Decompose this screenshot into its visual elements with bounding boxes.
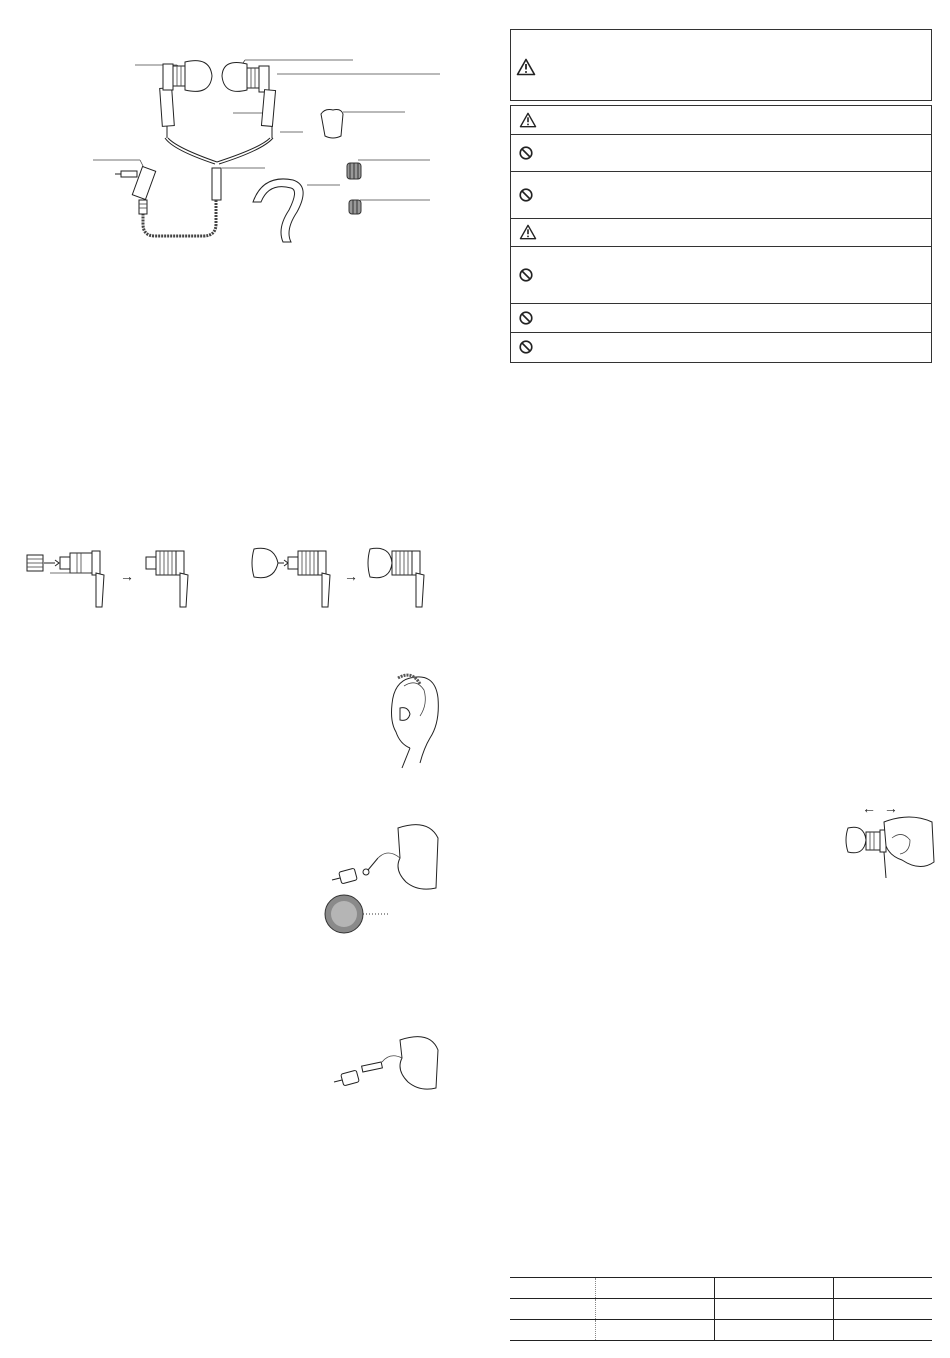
ear-hook <box>253 179 303 242</box>
earphone-body-1 <box>50 551 104 607</box>
filter-illustration <box>330 1030 442 1095</box>
spec-cell <box>510 1299 596 1320</box>
spec-cell <box>834 1299 933 1320</box>
fit-adjust-illustration <box>840 812 938 880</box>
prohibition-icon <box>519 311 533 325</box>
warning-triangle-icon <box>516 58 536 76</box>
earphone-body-3 <box>288 551 330 607</box>
spec-row <box>510 1299 932 1320</box>
caution-heading-row <box>511 106 931 135</box>
arrow-1: → <box>120 568 134 584</box>
spec-cell <box>715 1299 834 1320</box>
spec-row <box>510 1278 932 1299</box>
prohibition-row <box>511 333 931 362</box>
prohibition-row <box>511 135 931 172</box>
filter-part <box>27 555 43 571</box>
spec-cell <box>596 1320 715 1341</box>
spec-cell <box>834 1278 933 1299</box>
earphone-body-2 <box>146 551 188 607</box>
prohibition-row <box>511 172 931 219</box>
prohibition-icon <box>519 268 533 282</box>
left-earphone <box>160 61 212 138</box>
adjust-arrows: ← → <box>862 800 900 816</box>
prohibition-icon <box>519 340 533 354</box>
parts-diagram <box>85 52 445 247</box>
spare-filters <box>347 163 361 214</box>
cleaning-illustration <box>318 818 443 936</box>
ear-illustration <box>380 668 445 773</box>
spec-cell <box>596 1299 715 1320</box>
assembly-diagram <box>22 545 442 615</box>
spec-cell <box>834 1320 933 1341</box>
prohibition-icon <box>519 146 533 160</box>
foam-tip <box>321 110 343 139</box>
spec-cell <box>715 1278 834 1299</box>
ear-tip-part <box>252 548 278 577</box>
spec-cell <box>510 1320 596 1341</box>
prohibition-row <box>511 304 931 333</box>
prohibition-row <box>511 247 931 304</box>
arrow-2: → <box>344 568 358 584</box>
prohibition-icon <box>519 188 533 202</box>
spec-cell <box>715 1320 834 1341</box>
right-earphone <box>222 63 276 139</box>
caution-heading-row <box>511 219 931 247</box>
spec-table <box>510 1277 932 1341</box>
spec-cell <box>596 1278 715 1299</box>
spec-row <box>510 1320 932 1341</box>
warning-triangle-icon <box>519 112 537 128</box>
warning-notice-box <box>510 29 932 101</box>
warning-triangle-icon <box>519 224 537 240</box>
cable <box>143 138 273 236</box>
safety-table <box>510 105 932 363</box>
spec-cell <box>510 1278 596 1299</box>
earphone-assembled <box>368 548 424 607</box>
stereo-plug <box>115 167 156 214</box>
